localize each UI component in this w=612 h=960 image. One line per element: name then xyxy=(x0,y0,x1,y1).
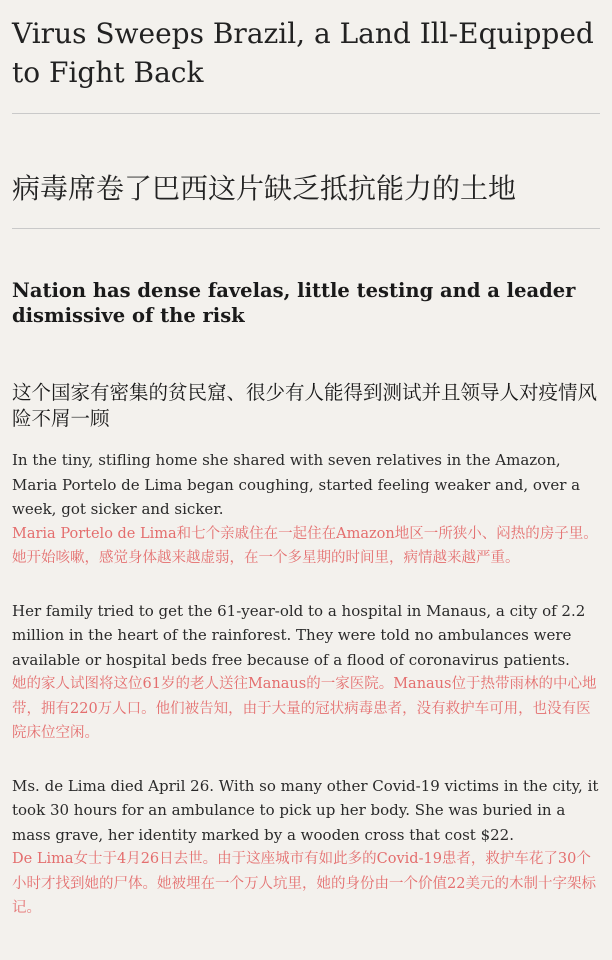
paragraph-chinese: 她的家人试图将这位61岁的老人送往Manaus的一家医院。Manaus位于热带雨林的中心地带，拥有220万人口。他们被告知，由于大量的冠状病毒患者，没有救护车可用，也没有医院床位空闲。 xyxy=(12,676,597,741)
subheadline-english: Nation has dense favelas, little testing and a leader dismissive of the risk xyxy=(12,279,576,327)
paragraph-chinese: Maria Portelo de Lima和七个亲戚住在一起住在Amazon地区一所狭小、闷热的房子里。她开始咳嗽，感觉身体越来越虚弱，在一个多星期的时间里，病情越来越严重。 xyxy=(12,525,598,566)
paragraph-english: Ms. de Lima died April 26. With so many other Covid-19 victims in the city, it took 30 hours for an ambulance to pick up her body. She was buried in a mass grave, her identity marked by a wooden cross that cost $22. xyxy=(12,776,599,844)
paragraph-english: In the tiny, stifling home she shared with seven relatives in the Amazon, Maria Portelo de Lima began coughing, started feeling weaker and, over a week, got sicker and sicker. xyxy=(12,451,581,518)
headline-english: Virus Sweeps Brazil, a Land Ill-Equipped to Fight Back xyxy=(12,17,594,89)
paragraph-block xyxy=(12,432,600,571)
headline-chinese: 病毒席卷了巴西这片缺乏抵抗能力的土地 xyxy=(12,172,517,205)
paragraph-english: Her family tried to get the 61-year-old to a hospital in Manaus, a city of 2.2 million in the heart of the rainforest. They were told no ambulances were available or hospital beds free because of a flood of coronavirus patients. xyxy=(12,601,586,669)
subheadline-chinese: 这个国家有密集的贫民窟、很少有人能得到测试并且领导人对疫情风险不屑一顾 xyxy=(12,381,598,430)
paragraph-block xyxy=(12,571,600,746)
paragraph-block xyxy=(12,746,600,921)
paragraph-chinese: De Lima女士于4月26日去世。由于这座城市有如此多的Covid-19患者，救护车花了30个小时才找到她的尸体。她被埋在一个万人坑里，她的身份由一个价值22美元的木制十字架标记。 xyxy=(12,851,596,916)
